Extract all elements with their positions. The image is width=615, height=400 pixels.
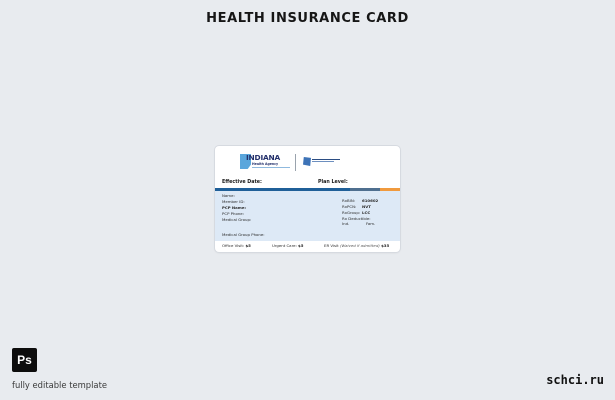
template-note: fully editable template bbox=[12, 380, 108, 390]
member-id-label: Member ID: bbox=[222, 199, 245, 204]
pcp-phone-label: PCP Phone: bbox=[222, 211, 245, 216]
medical-group-label: Medical Group: bbox=[222, 217, 252, 222]
office-visit-value: $5 bbox=[245, 243, 251, 248]
effective-date-label: Effective Date: bbox=[222, 180, 262, 185]
urgent-care-label: Urgent Care: bbox=[272, 243, 297, 248]
er-visit-copay bbox=[324, 243, 389, 248]
logo-sub-text: Health Agency bbox=[252, 162, 279, 166]
indiana-logo bbox=[240, 154, 292, 172]
er-visit-value: $35 bbox=[381, 243, 390, 248]
office-visit-copay bbox=[222, 243, 251, 248]
header-divider bbox=[295, 154, 296, 171]
er-visit-label: ER Visit bbox=[324, 243, 339, 248]
rxgroup-value: LCC bbox=[362, 209, 371, 215]
logo-main-text: INDIANA bbox=[246, 153, 281, 162]
rxbin-value: 610602 bbox=[362, 197, 379, 203]
rxgroup-label: RxGroup: bbox=[342, 209, 361, 215]
office-visit-label: Office Visit: bbox=[222, 243, 245, 248]
rxpcn-label: RxPCN: bbox=[342, 203, 357, 209]
medical-group-phone-label: Medical Group Phone: bbox=[222, 231, 265, 237]
partner-logo-text bbox=[312, 158, 340, 162]
rxbin-label: RxBIN: bbox=[342, 197, 356, 203]
effective-row bbox=[215, 179, 400, 187]
card-header bbox=[215, 146, 400, 177]
urgent-care-copay bbox=[272, 243, 303, 248]
ind-label: Ind. bbox=[342, 220, 350, 226]
insurance-card bbox=[215, 146, 400, 252]
partner-logo bbox=[303, 157, 343, 169]
rxpcn-value: NVT bbox=[362, 203, 371, 209]
logo-tagline-bar bbox=[252, 167, 290, 169]
photoshop-icon: Ps bbox=[12, 348, 37, 372]
urgent-care-value: $5 bbox=[298, 243, 304, 248]
partner-map-icon bbox=[303, 157, 311, 166]
member-info-panel bbox=[215, 191, 400, 241]
pcp-name-label: PCP Name: bbox=[222, 205, 247, 210]
name-label: Name: bbox=[222, 193, 235, 198]
brand-watermark: schci.ru bbox=[546, 373, 604, 387]
er-visit-note: (Waived if admitted) bbox=[339, 243, 380, 248]
plan-level-label: Plan Level: bbox=[318, 180, 348, 185]
page-title: HEALTH INSURANCE CARD bbox=[206, 11, 409, 26]
copay-footer bbox=[215, 242, 400, 252]
rx-deductible-label: Rx Deductible: bbox=[342, 215, 371, 221]
fam-label: Fam. bbox=[366, 220, 376, 226]
